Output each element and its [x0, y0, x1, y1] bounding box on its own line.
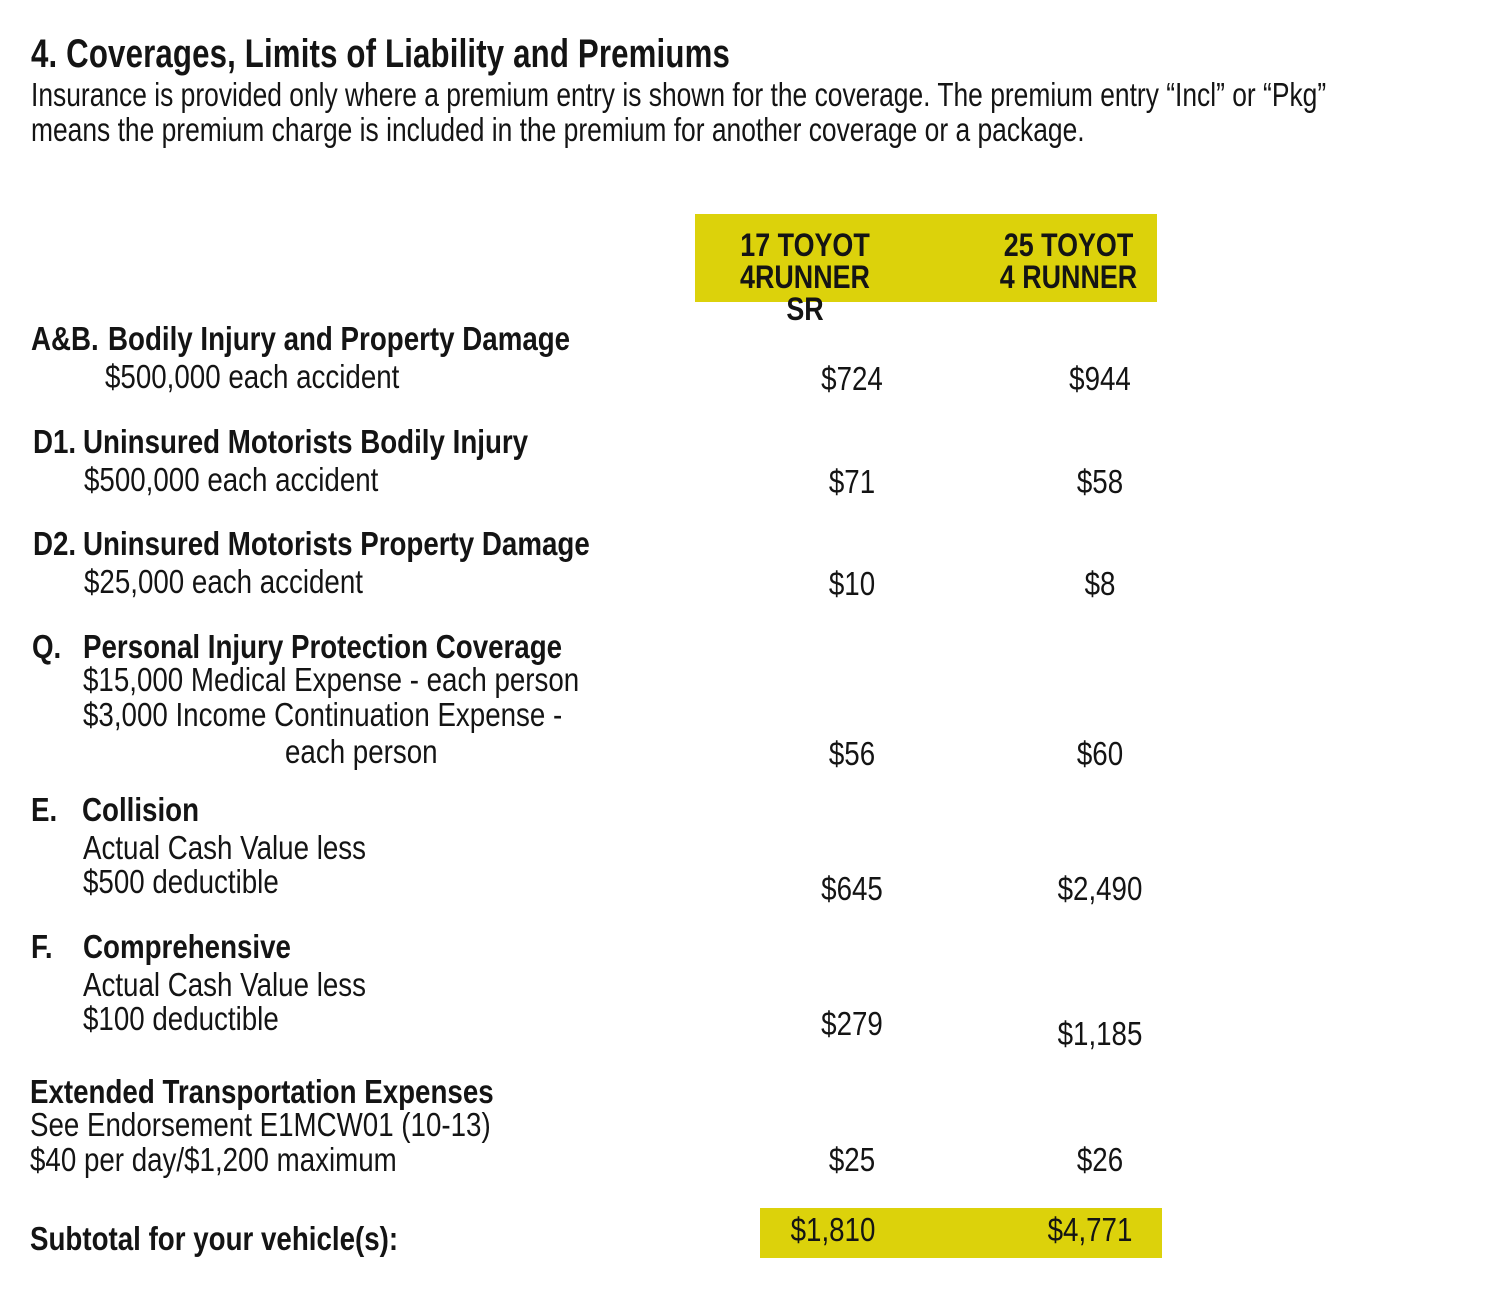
coverage-code: E. [31, 791, 58, 828]
coverage-detail: $500 deductible [83, 863, 279, 900]
vehicle-2-line-2: 4 RUNNER [999, 259, 1138, 295]
subtotal-value: $4,771 [1047, 1211, 1133, 1248]
coverage-detail: Actual Cash Value less [83, 966, 367, 1003]
vehicle-1-line-1: 17 TOYOT [740, 227, 870, 263]
premium-value: $279 [821, 1005, 883, 1042]
premium-value: $645 [821, 870, 883, 907]
subtotal-label: Subtotal for your vehicle(s): [30, 1220, 399, 1257]
premium-value: $58 [1076, 463, 1124, 500]
coverage-detail: $100 deductible [83, 1000, 279, 1037]
vehicle-2-line-1: 25 TOYOT [1003, 227, 1134, 263]
premium-value: $8 [1084, 565, 1116, 602]
coverage-title: Extended Transportation Expenses [30, 1073, 494, 1110]
coverage-detail: $3,000 Income Continuation Expense - [83, 696, 563, 733]
premium-value: $944 [1069, 360, 1131, 397]
premium-value: $724 [821, 360, 883, 397]
vehicle-column-header-1 [721, 229, 889, 325]
coverage-title: Uninsured Motorists Property Damage [83, 525, 590, 562]
vehicle-column-header-2 [994, 229, 1143, 293]
section-title: 4. Coverages, Limits of Liability and Premiums [31, 32, 730, 76]
coverage-code: D1. [33, 423, 77, 460]
coverage-detail: See Endorsement E1MCW01 (10-13) [30, 1106, 491, 1143]
coverage-code: F. [31, 928, 53, 965]
coverage-detail: $500,000 each accident [84, 461, 379, 498]
coverage-code: D2. [33, 525, 77, 562]
coverage-title: Bodily Injury and Property Damage [108, 320, 571, 357]
coverage-detail: each person [285, 733, 438, 770]
vehicle-header-highlight [695, 214, 1157, 327]
coverage-code: A&B. [31, 320, 99, 357]
subtotal-value: $1,810 [790, 1211, 876, 1248]
coverage-detail: $15,000 Medical Expense - each person [83, 661, 580, 698]
coverage-detail: $500,000 each accident [105, 358, 400, 395]
intro-line-1: Insurance is provided only where a premium entry is shown for the coverage. The premium entry “Incl” or “Pkg” [31, 76, 1327, 113]
premium-value: $2,490 [1057, 870, 1143, 907]
premium-value: $60 [1076, 735, 1124, 772]
vehicle-1-line-2: 4RUNNER SR [740, 259, 870, 327]
premium-value: $71 [828, 463, 876, 500]
premium-value: $56 [828, 735, 876, 772]
coverage-detail: $40 per day/$1,200 maximum [30, 1141, 397, 1178]
coverage-title: Comprehensive [83, 928, 291, 965]
premium-value: $25 [828, 1141, 876, 1178]
coverage-detail: $25,000 each accident [84, 563, 363, 600]
coverage-code: Q. [32, 628, 62, 665]
premium-value: $10 [828, 565, 876, 602]
coverage-title: Collision [82, 791, 200, 828]
coverage-title: Personal Injury Protection Coverage [83, 628, 563, 665]
coverage-title: Uninsured Motorists Bodily Injury [83, 423, 529, 460]
premium-value: $26 [1076, 1141, 1124, 1178]
coverage-detail: Actual Cash Value less [83, 829, 367, 866]
intro-line-2: means the premium charge is included in the premium for another coverage or a package. [31, 111, 1085, 148]
premium-value: $1,185 [1057, 1015, 1143, 1052]
